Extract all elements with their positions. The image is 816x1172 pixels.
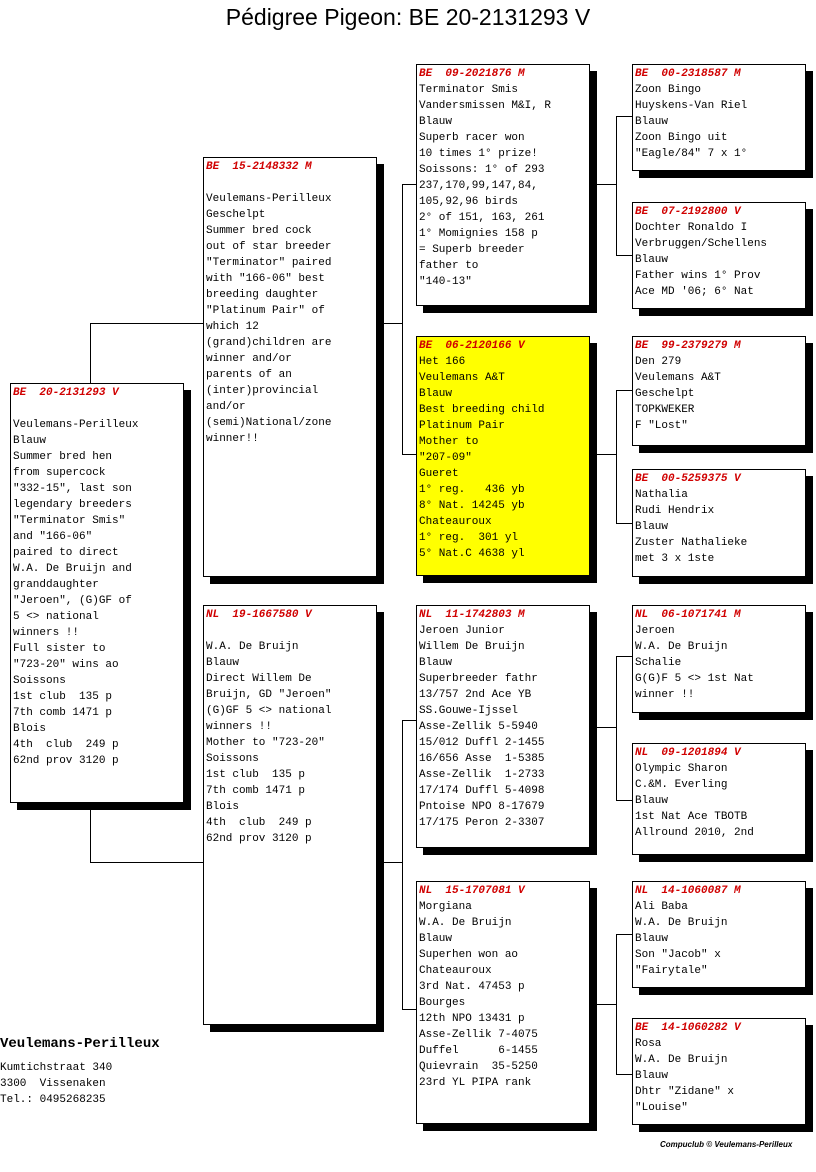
address-city: 3300 Vissenaken	[0, 1078, 106, 1090]
pigeon-info-line: Blauw	[635, 933, 669, 945]
pigeon-info-line: Rudi Hendrix	[635, 505, 715, 517]
pigeon-info-line: "Louise"	[635, 1102, 688, 1114]
pigeon-info-line: out of star breeder	[206, 241, 332, 253]
ring-number: NL 06-1071741 M	[635, 609, 741, 621]
pigeon-info-line: 7th comb 1471 p	[13, 707, 113, 719]
connector	[402, 720, 417, 721]
pigeon-info-line: (grand)children are	[206, 337, 332, 349]
connector	[616, 656, 633, 657]
pigeon-info-line: Blauw	[635, 1070, 669, 1082]
pigeon-info-line: "Fairytale"	[635, 965, 708, 977]
pigeon-info-line: Schalie	[635, 657, 682, 669]
pigeon-info-line: Ace MD '06; 6° Nat	[635, 286, 754, 298]
pigeon-card-sire-sire[interactable]	[416, 64, 590, 306]
pigeon-info-line: Terminator Smis	[419, 84, 519, 96]
pigeon-card-subject[interactable]	[10, 383, 184, 803]
pigeon-info-line: 17/175 Peron 2-3307	[419, 817, 545, 829]
pigeon-card-dss[interactable]	[632, 605, 806, 713]
connector	[616, 656, 617, 801]
pigeon-info-line: 5 <> national	[13, 611, 99, 623]
pigeon-card-sdd[interactable]	[632, 469, 806, 577]
address-phone: Tel.: 0495268235	[0, 1094, 106, 1106]
connector	[616, 390, 617, 524]
ring-number: NL 11-1742803 M	[419, 609, 525, 621]
connector	[616, 255, 633, 256]
address-street: Kumtichstraat 340	[0, 1062, 113, 1074]
pigeon-info-line: 7th comb 1471 p	[206, 785, 306, 797]
breeder-name: Veulemans-Perilleux	[0, 1036, 160, 1052]
pigeon-info-line: Pntoise NPO 8-17679	[419, 801, 545, 813]
pigeon-info-line: Asse-Zellik 1-2733	[419, 769, 545, 781]
pigeon-info-line: Mother to	[419, 436, 479, 448]
pigeon-info-line: Full sister to	[13, 643, 106, 655]
breeder-address	[0, 1060, 112, 1108]
pigeon-card-dsd[interactable]	[632, 743, 806, 855]
pigeon-info-line: W.A. De Bruijn	[635, 641, 728, 653]
pigeon-info-line: Blauw	[635, 521, 669, 533]
pigeon-info-line: Blauw	[206, 657, 240, 669]
pigeon-info-line: Veulemans A&T	[635, 372, 721, 384]
pigeon-info-line: F "Lost"	[635, 420, 688, 432]
ring-number: BE 00-2318587 M	[635, 68, 741, 80]
pigeon-card-ssd[interactable]	[632, 202, 806, 309]
connector	[616, 116, 617, 256]
pigeon-card-sss[interactable]	[632, 64, 806, 171]
pigeon-info-line: Veulemans-Perilleux	[13, 419, 139, 431]
pigeon-info-line: SS.Gouwe-Ijssel	[419, 705, 519, 717]
pigeon-info-line: 23rd YL PIPA rank	[419, 1077, 532, 1089]
pigeon-info-line: 15/012 Duffl 2-1455	[419, 737, 545, 749]
pigeon-info-line: Jeroen Junior	[419, 625, 505, 637]
pigeon-info-line: father to	[419, 260, 479, 272]
connector	[376, 323, 403, 324]
ring-number: BE 99-2379279 M	[635, 340, 741, 352]
pigeon-info-line: Superhen won ao	[419, 949, 519, 961]
ring-number: NL 09-1201894 V	[635, 747, 741, 759]
pigeon-info-line: Mother to "723-20"	[206, 737, 325, 749]
connector	[402, 1009, 417, 1010]
pigeon-info-line: Morgiana	[419, 901, 472, 913]
ring-number: NL 14-1060087 M	[635, 885, 741, 897]
pigeon-info-line: Vandersmissen M&I, R	[419, 100, 552, 112]
pigeon-info-line: Superb racer won	[419, 132, 525, 144]
pigeon-info-line: Platinum Pair	[419, 420, 505, 432]
pigeon-info-line: winner!!	[206, 433, 259, 445]
ring-number: BE 07-2192800 V	[635, 206, 741, 218]
pigeon-info-line: 4th club 249 p	[13, 739, 119, 751]
pigeon-info-line: (inter)provincial	[206, 385, 319, 397]
connector	[402, 184, 417, 185]
connector	[616, 116, 633, 117]
pigeon-info-line: "Terminator" paired	[206, 257, 332, 269]
pigeon-info-line: Quievrain 35-5250	[419, 1061, 538, 1073]
pigeon-info-line: from supercock	[13, 467, 106, 479]
pigeon-info-line: W.A. De Bruijn	[635, 1054, 728, 1066]
pigeon-info-line: Blois	[13, 723, 47, 735]
ring-number: BE 15-2148332 M	[206, 161, 312, 173]
pigeon-info-line: (G)GF 5 <> national	[206, 705, 332, 717]
pigeon-card-sire-dam[interactable]	[416, 336, 590, 576]
pigeon-info-line: paired to direct	[13, 547, 119, 559]
pigeon-info-line: Summer bred cock	[206, 225, 312, 237]
pigeon-info-line	[206, 623, 374, 639]
pigeon-info-line: Bruijn, GD "Jeroen"	[206, 689, 332, 701]
pigeon-info-line: C.&M. Everling	[635, 779, 728, 791]
ring-number: BE 09-2021876 M	[419, 68, 525, 80]
connector	[90, 323, 91, 384]
ring-number: BE 20-2131293 V	[13, 387, 119, 399]
pigeon-info-line: 1st Nat Ace TBOTB	[635, 811, 748, 823]
connector	[616, 934, 617, 1075]
connector	[402, 184, 403, 455]
connector	[402, 720, 403, 1010]
pigeon-info-line: breeding daughter	[206, 289, 319, 301]
pigeon-info-line: winners !!	[13, 627, 80, 639]
pigeon-info-line: winners !!	[206, 721, 273, 733]
pigeon-info-line: Olympic Sharon	[635, 763, 728, 775]
pigeon-info-line: 62nd prov 3120 p	[206, 833, 312, 845]
pigeon-info-line: 13/757 2nd Ace YB	[419, 689, 532, 701]
pigeon-info-line: Jeroen	[635, 625, 675, 637]
pigeon-info-line: 105,92,96 birds	[419, 196, 519, 208]
pigeon-card-dam-dam[interactable]	[416, 881, 590, 1124]
connector	[590, 1004, 617, 1005]
pigeon-info-line: which 12	[206, 321, 259, 333]
connector	[616, 390, 633, 391]
pigeon-info-line: 1st club 135 p	[13, 691, 113, 703]
pigeon-info-line: "Eagle/84" 7 x 1°	[635, 148, 748, 160]
pigeon-info-line: "Jeroen", (G)GF of	[13, 595, 132, 607]
connector	[402, 454, 417, 455]
pigeon-info-line: Blauw	[635, 795, 669, 807]
ring-number: BE 00-5259375 V	[635, 473, 741, 485]
pigeon-card-ddd[interactable]	[632, 1018, 806, 1125]
pigeon-info-line: Soissons	[206, 753, 259, 765]
pigeon-info-line: = Superb breeder	[419, 244, 525, 256]
ring-number: NL 15-1707081 V	[419, 885, 525, 897]
pigeon-info-line: Dochter Ronaldo I	[635, 222, 748, 234]
pigeon-info-line: Soissons: 1° of 293	[419, 164, 545, 176]
pigeon-info-line: W.A. De Bruijn	[419, 917, 512, 929]
pigeon-info-line: Ali Baba	[635, 901, 688, 913]
pigeon-info-line: winner and/or	[206, 353, 292, 365]
page-title: Pédigree Pigeon: BE 20-2131293 V	[225, 4, 591, 30]
pigeon-info-line: Veulemans A&T	[419, 372, 505, 384]
pigeon-info-line	[206, 175, 374, 191]
connector	[376, 862, 403, 863]
pigeon-info-line: with "166-06" best	[206, 273, 325, 285]
pigeon-info-line: parents of an	[206, 369, 292, 381]
pigeon-info-line: Blauw	[419, 933, 453, 945]
pigeon-card-dam[interactable]	[203, 605, 377, 1025]
pigeon-info-line: 1° Momignies 158 p	[419, 228, 538, 240]
pigeon-card-sds[interactable]	[632, 336, 806, 446]
pigeon-info-line: Zoon Bingo	[635, 84, 702, 96]
pigeon-info-line: "140-13"	[419, 276, 472, 288]
pigeon-info-line: G(G)F 5 <> 1st Nat	[635, 673, 754, 685]
pigeon-info-line: 4th club 249 p	[206, 817, 312, 829]
pigeon-info-line: TOPKWEKER	[635, 404, 695, 416]
connector	[590, 184, 617, 185]
pigeon-info-line: Geschelpt	[635, 388, 695, 400]
connector	[90, 323, 204, 324]
pigeon-info-line: 1st club 135 p	[206, 769, 306, 781]
pigeon-info-line: W.A. De Bruijn	[635, 917, 728, 929]
pigeon-card-dam-sire[interactable]	[416, 605, 590, 848]
connector	[616, 800, 633, 801]
connector	[616, 934, 633, 935]
pigeon-info-line: granddaughter	[13, 579, 99, 591]
pigeon-info-line: "332-15", last son	[13, 483, 132, 495]
pigeon-info-line: Blauw	[635, 116, 669, 128]
pigeon-info-line: and "166-06"	[13, 531, 93, 543]
pigeon-card-sire[interactable]	[203, 157, 377, 577]
connector	[590, 454, 617, 455]
pigeon-info-line: winner !!	[635, 689, 695, 701]
pigeon-info-line: "207-09"	[419, 452, 472, 464]
pigeon-info-line: 1° reg. 301 yl	[419, 532, 519, 544]
pigeon-info-line: Willem De Bruijn	[419, 641, 525, 653]
pigeon-info-line: Het 166	[419, 356, 466, 368]
pigeon-info-line: 16/656 Asse 1-5385	[419, 753, 545, 765]
connector	[616, 523, 633, 524]
pigeon-info-line: Gueret	[419, 468, 459, 480]
pigeon-info-line: met 3 x 1ste	[635, 553, 715, 565]
pigeon-info-line: "723-20" wins ao	[13, 659, 119, 671]
pigeon-info-line: 17/174 Duffl 5-4098	[419, 785, 545, 797]
pigeon-info-line: Rosa	[635, 1038, 662, 1050]
pigeon-info-line: 1° reg. 436 yb	[419, 484, 525, 496]
pigeon-info-line: and/or	[206, 401, 246, 413]
pigeon-info-line: Direct Willem De	[206, 673, 312, 685]
pigeon-info-line: 2° of 151, 163, 261	[419, 212, 545, 224]
connector	[90, 862, 204, 863]
pigeon-info-line: Chateauroux	[419, 516, 492, 528]
pigeon-info-line: W.A. De Bruijn and	[13, 563, 132, 575]
ring-number: BE 14-1060282 V	[635, 1022, 741, 1034]
pigeon-info-line: Blauw	[13, 435, 47, 447]
pigeon-info-line: Asse-Zellik 5-5940	[419, 721, 538, 733]
pigeon-info-line: Geschelpt	[206, 209, 266, 221]
connector	[90, 810, 91, 863]
pigeon-info-line: 10 times 1° prize!	[419, 148, 538, 160]
pigeon-info-line: 8° Nat. 14245 yb	[419, 500, 525, 512]
pigeon-info-line: Father wins 1° Prov	[635, 270, 761, 282]
pigeon-info-line: Blauw	[419, 388, 453, 400]
pigeon-info-line: W.A. De Bruijn	[206, 641, 299, 653]
pigeon-info-line: Superbreeder fathr	[419, 673, 538, 685]
copyright-notice: Compuclub © Veulemans-Perilleux	[660, 1140, 793, 1149]
pigeon-info-line: "Platinum Pair" of	[206, 305, 325, 317]
pigeon-card-dds[interactable]	[632, 881, 806, 988]
pigeon-info-line: Veulemans-Perilleux	[206, 193, 332, 205]
pigeon-info-line: Dhtr "Zidane" x	[635, 1086, 735, 1098]
pigeon-info-line: 12th NPO 13431 p	[419, 1013, 525, 1025]
pigeon-info-line: 62nd prov 3120 p	[13, 755, 119, 767]
connector	[590, 727, 617, 728]
pigeon-info-line: Huyskens-Van Riel	[635, 100, 748, 112]
pigeon-info-line: Nathalia	[635, 489, 688, 501]
pigeon-info-line: 3rd Nat. 47453 p	[419, 981, 525, 993]
pigeon-info-line: 5° Nat.C 4638 yl	[419, 548, 525, 560]
ring-number: BE 06-2120166 V	[419, 340, 525, 352]
pigeon-info-line: Allround 2010, 2nd	[635, 827, 754, 839]
pigeon-info-line: Blois	[206, 801, 240, 813]
pigeon-info-line: Zuster Nathalieke	[635, 537, 748, 549]
pigeon-info-line: "Terminator Smis"	[13, 515, 126, 527]
pigeon-info-line: Chateauroux	[419, 965, 492, 977]
pigeon-info-line	[13, 401, 181, 417]
pigeon-info-line: Blauw	[419, 116, 453, 128]
pigeon-info-line: Son "Jacob" x	[635, 949, 721, 961]
pigeon-info-line: Summer bred hen	[13, 451, 113, 463]
pigeon-info-line: 237,170,99,147,84,	[419, 180, 538, 192]
pigeon-info-line: Duffel 6-1455	[419, 1045, 538, 1057]
ring-number: NL 19-1667580 V	[206, 609, 312, 621]
pigeon-info-line: Zoon Bingo uit	[635, 132, 728, 144]
pigeon-info-line: Blauw	[419, 657, 453, 669]
pigeon-info-line: Blauw	[635, 254, 669, 266]
pigeon-info-line: Bourges	[419, 997, 466, 1009]
connector	[616, 1074, 633, 1075]
pigeon-info-line: (semi)National/zone	[206, 417, 332, 429]
pigeon-info-line: Soissons	[13, 675, 66, 687]
pigeon-info-line: Verbruggen/Schellens	[635, 238, 768, 250]
pigeon-info-line: Den 279	[635, 356, 682, 368]
pigeon-info-line: Best breeding child	[419, 404, 545, 416]
pigeon-info-line: legendary breeders	[13, 499, 132, 511]
pigeon-info-line: Asse-Zellik 7-4075	[419, 1029, 538, 1041]
